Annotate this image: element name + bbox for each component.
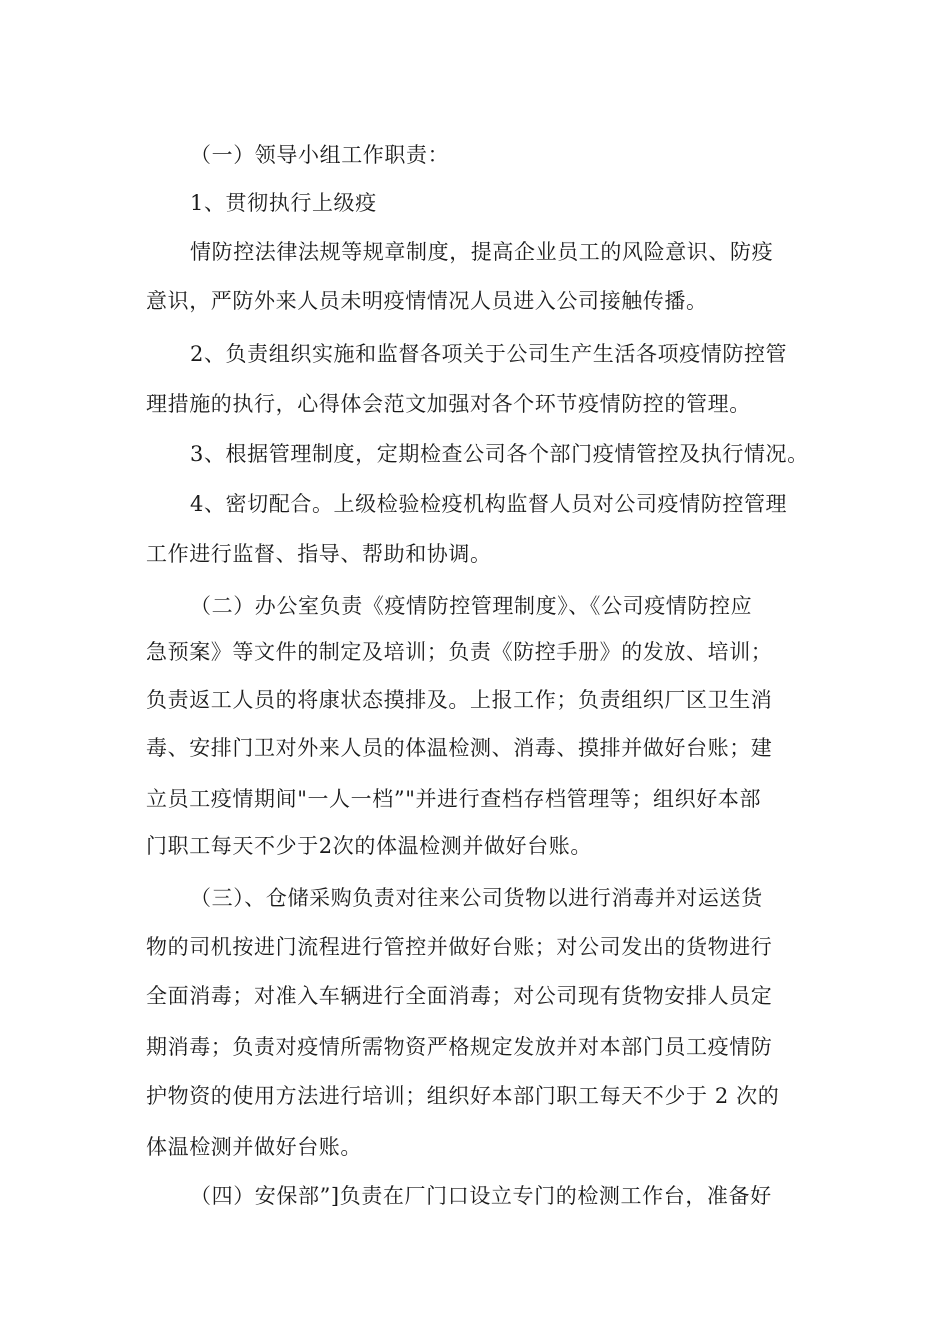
text-line: 护物资的使用方法进行培训；组织好本部门职工每天不少于 2 次的: [146, 1084, 780, 1108]
text-line: （二）办公室负责《疫情防控管理制度》、《公司疫情防控应: [190, 594, 753, 618]
text-line: （三）、仓储采购负责对往来公司货物以进行消毒并对运送货: [190, 886, 763, 910]
text-line: 理措施的执行，心得体会范文加强对各个环节疫情防控的管理。: [146, 392, 751, 416]
text-line: 3、根据管理制度，定期检查公司各个部门疫情管控及执行情况。: [190, 442, 809, 466]
text-line: 期消毒；负责对疫情所需物资严格规定发放并对本部门员工疫情防: [146, 1035, 773, 1059]
text-line: 工作进行监督、指导、帮助和协调。: [146, 542, 492, 566]
text-line: （一）领导小组工作职责：: [190, 143, 450, 167]
text-line: 毒、安排门卫对外来人员的体温检测、消毒、摸排并做好台账；建: [146, 736, 773, 760]
text-line: （四）安保部”]负责在厂门口设立专门的检测工作台，准备好: [190, 1184, 772, 1208]
text-line: 门职工每天不少于2次的体温检测并做好台账。: [146, 834, 592, 858]
text-line: 4、密切配合。上级检验检疫机构监督人员对公司疫情防控管理: [190, 492, 788, 516]
text-line: 物的司机按进门流程进行管控并做好台账；对公司发出的货物进行: [146, 935, 773, 959]
text-line: 2、负责组织实施和监督各项关于公司生产生活各项疫情防控管: [190, 342, 788, 366]
text-line: 急预案》等文件的制定及培训；负责《防控手册》的发放、培训；: [146, 640, 773, 664]
text-line: 立员工疫情期间"一人一档”"并进行查档存档管理等；组织好本部: [146, 787, 762, 811]
text-line: 1、贯彻执行上级疫: [190, 191, 377, 215]
text-line: 负责返工人员的将康状态摸排及。上报工作；负责组织厂区卫生消: [146, 688, 773, 712]
text-line: 体温检测并做好台账。: [146, 1135, 362, 1159]
text-line: 意识，严防外来人员未明疫情情况人员进入公司接触传播。: [146, 289, 708, 313]
text-line: 全面消毒；对准入车辆进行全面消毒；对公司现有货物安排人员定: [146, 984, 773, 1008]
text-line: 情防控法律法规等规章制度，提高企业员工的风险意识、防疫: [190, 240, 774, 264]
